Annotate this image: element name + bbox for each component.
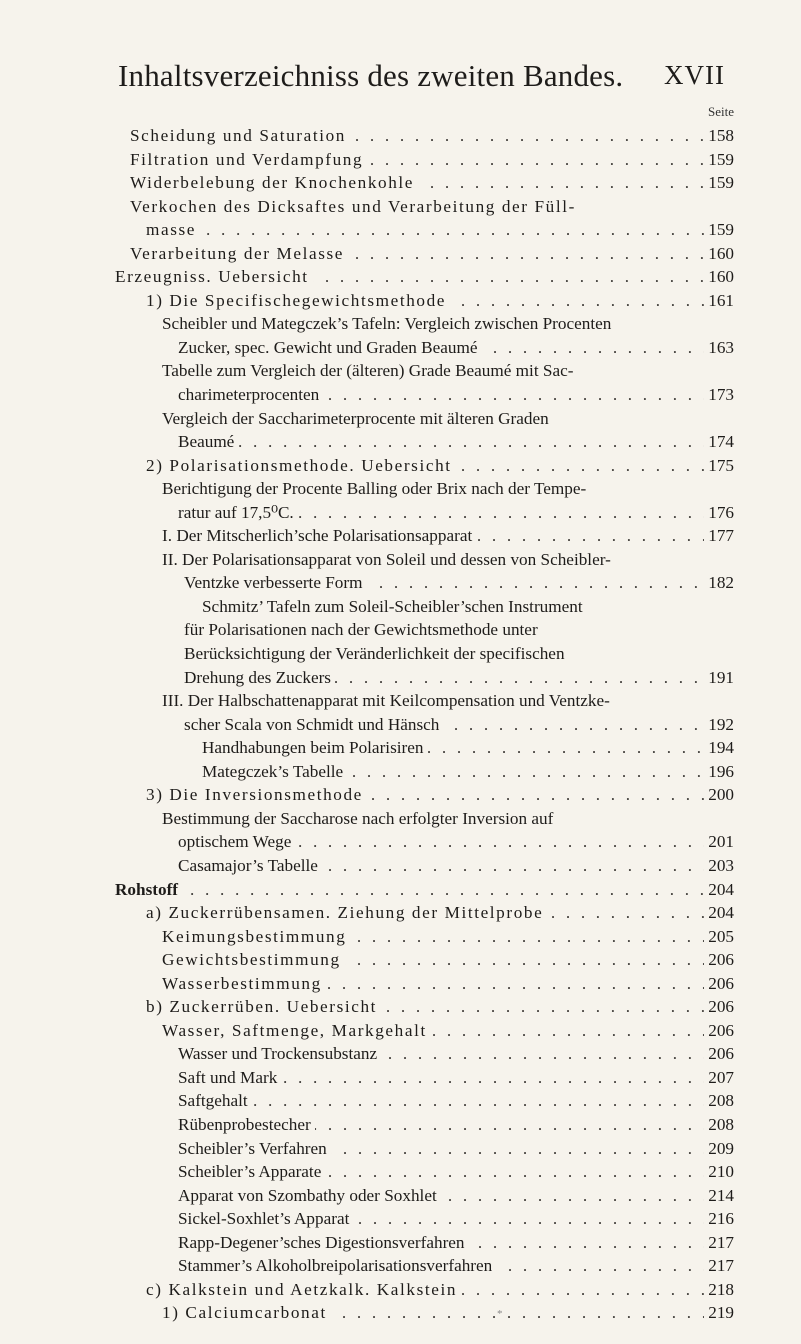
toc-entry (0, 972, 801, 996)
toc-entry-title: Schmitz’ Tafeln zum Soleil-Scheibler’schen Instrument (202, 597, 587, 616)
toc-entry-title: Sickel-Soxhlet’s Apparat (178, 1209, 353, 1228)
toc-entry-title: Erzeugniss. Uebersicht (115, 267, 313, 286)
toc-entry (0, 1066, 801, 1090)
toc-entry-title: Ventzke verbesserte Form (184, 573, 367, 592)
toc-entry (0, 713, 801, 737)
footer-mark: * (497, 1308, 503, 1320)
toc-entry-page: 206 (704, 1019, 734, 1043)
toc-entry (0, 289, 801, 313)
toc-entry-page: 174 (704, 430, 734, 454)
toc-entry-title: Wasser und Trockensubstanz (178, 1044, 381, 1063)
toc-entry (0, 995, 801, 1019)
toc-entry (0, 948, 801, 972)
toc-entry-title: Stammer’s Alkoholbreipolarisationsverfahren (178, 1256, 496, 1275)
toc-entry-title: masse (146, 220, 200, 239)
toc-entry-title: Scheidung und Saturation (130, 126, 350, 145)
toc-entry-title: Apparat von Szombathy oder Soxhlet (178, 1186, 441, 1205)
toc-entry-page: 210 (704, 1160, 734, 1184)
toc-entry-title: c) Kalkstein und Aetzkalk. Kalkstein (146, 1280, 461, 1299)
toc-entry-title: Drehung des Zuckers (184, 668, 335, 687)
toc-entry-page: 208 (704, 1089, 734, 1113)
toc-entry (0, 783, 801, 807)
toc-entry-title: Wasser, Saftmenge, Markgehalt (162, 1021, 431, 1040)
toc-entry-page: 196 (704, 760, 734, 784)
dot-leader (146, 218, 734, 242)
table-of-contents (0, 124, 801, 1325)
toc-entry-page: 160 (704, 265, 734, 289)
toc-entry-title: Berücksichtigung der Veränderlichkeit der specifischen (184, 644, 569, 663)
toc-entry (0, 195, 801, 219)
toc-entry (0, 454, 801, 478)
toc-entry (0, 242, 801, 266)
toc-entry (0, 760, 801, 784)
toc-entry-title: Saftgehalt (178, 1091, 252, 1110)
toc-entry-page: 163 (704, 336, 734, 360)
toc-entry (0, 1301, 801, 1325)
toc-entry-page: 207 (704, 1066, 734, 1090)
toc-entry-title: Gewichtsbestimmung (162, 950, 345, 969)
toc-entry-page: 192 (704, 713, 734, 737)
toc-entry (0, 1254, 801, 1278)
toc-entry-page: 218 (704, 1278, 734, 1302)
toc-entry-title: Casamajor’s Tabelle (178, 856, 322, 875)
toc-entry-title: charimeterprocenten (178, 385, 323, 404)
toc-entry-page: 175 (704, 454, 734, 478)
toc-entry-title: Mategczek’s Tabelle (202, 762, 347, 781)
dot-leader (115, 878, 734, 902)
toc-entry (0, 312, 801, 336)
toc-entry-title: Rohstoff (115, 880, 182, 899)
toc-entry-title: 1) Calciumcarbonat (162, 1303, 331, 1322)
toc-entry-title: Verarbeitung der Melasse (130, 244, 348, 263)
toc-entry-title: Beaumé (178, 432, 238, 451)
toc-entry-title: Tabelle zum Vergleich der (älteren) Grade Beaumé mit Sac- (162, 361, 577, 380)
toc-entry-page: 200 (704, 783, 734, 807)
toc-entry-title: Keimungsbestimmung (162, 927, 350, 946)
toc-entry-page: 203 (704, 854, 734, 878)
page-number: XVII (664, 60, 725, 90)
toc-entry (0, 501, 801, 525)
toc-entry-title: Berichtigung der Procente Balling oder Brix nach der Tempe- (162, 479, 590, 498)
toc-entry (0, 1231, 801, 1255)
toc-entry (0, 689, 801, 713)
toc-entry-title: Rübenprobestecher (178, 1115, 315, 1134)
toc-entry-page: 204 (704, 878, 734, 902)
toc-entry-title: Scheibler’s Apparate (178, 1162, 325, 1181)
toc-entry-title: I. Der Mitscherlich’sche Polarisationsapparat (162, 526, 476, 545)
toc-entry (0, 1278, 801, 1302)
toc-entry (0, 336, 801, 360)
toc-entry-title: ratur auf 17,5⁰C. (178, 503, 298, 522)
toc-entry-title: Zucker, spec. Gewicht und Graden Beaumé (178, 338, 482, 357)
page-header (0, 58, 801, 98)
toc-entry-page: 217 (704, 1231, 734, 1255)
toc-entry (0, 124, 801, 148)
toc-entry (0, 430, 801, 454)
toc-entry (0, 1207, 801, 1231)
toc-entry-page: 206 (704, 995, 734, 1019)
toc-entry (0, 666, 801, 690)
toc-entry-title: 2) Polarisationsmethode. Uebersicht (146, 456, 456, 475)
toc-entry (0, 1113, 801, 1137)
toc-entry-title: Widerbelebung der Knochenkohle (130, 173, 418, 192)
toc-entry-page: 209 (704, 1137, 734, 1161)
toc-entry-title: Verkochen des Dicksaftes und Verarbeitung der Füll- (130, 197, 580, 216)
toc-entry (0, 359, 801, 383)
toc-entry (0, 1160, 801, 1184)
toc-entry-page: 176 (704, 501, 734, 525)
header-title: Inhaltsverzeichniss des zweiten Bandes. (118, 58, 624, 93)
toc-entry-page: 205 (704, 925, 734, 949)
toc-entry-title: Saft und Mark (178, 1068, 281, 1087)
toc-entry (0, 854, 801, 878)
toc-entry (0, 642, 801, 666)
toc-entry-page: 182 (704, 571, 734, 595)
toc-entry-title: III. Der Halbschattenapparat mit Keilcompensation und Ventzke- (162, 691, 614, 710)
dot-leader (178, 1089, 734, 1113)
toc-entry-page: 161 (704, 289, 734, 313)
toc-entry (0, 477, 801, 501)
toc-entry (0, 1184, 801, 1208)
toc-entry-title: 1) Die Specifischegewichtsmethode (146, 291, 450, 310)
toc-entry-page: 194 (704, 736, 734, 760)
toc-entry-title: Scheibler’s Verfahren (178, 1139, 331, 1158)
toc-entry (0, 1042, 801, 1066)
toc-entry-title: für Polarisationen nach der Gewichtsmethode unter (184, 620, 542, 639)
toc-entry (0, 148, 801, 172)
toc-entry-title: Wasserbestimmung (162, 974, 326, 993)
toc-entry (0, 736, 801, 760)
toc-entry-page: 206 (704, 948, 734, 972)
toc-entry-page: 217 (704, 1254, 734, 1278)
toc-entry-page: 191 (704, 666, 734, 690)
toc-entry (0, 571, 801, 595)
toc-entry (0, 618, 801, 642)
toc-entry (0, 1089, 801, 1113)
toc-entry (0, 830, 801, 854)
toc-entry (0, 901, 801, 925)
toc-entry (0, 925, 801, 949)
toc-entry-page: 208 (704, 1113, 734, 1137)
toc-entry-page: 206 (704, 1042, 734, 1066)
toc-entry (0, 807, 801, 831)
toc-entry-page: 159 (704, 148, 734, 172)
toc-entry-title: a) Zuckerrübensamen. Ziehung der Mittelprobe (146, 903, 547, 922)
toc-entry-title: Filtration und Verdampfung (130, 150, 367, 169)
toc-entry-page: 159 (704, 218, 734, 242)
toc-entry-title: Bestimmung der Saccharose nach erfolgter Inversion auf (162, 809, 557, 828)
toc-entry-title: 3) Die Inversionsmethode (146, 785, 367, 804)
toc-entry-page: 206 (704, 972, 734, 996)
toc-entry-page: 219 (704, 1301, 734, 1325)
toc-entry-page: 216 (704, 1207, 734, 1231)
toc-entry-title: Handhabungen beim Polarisiren (202, 738, 427, 757)
toc-entry-title: b) Zuckerrüben. Uebersicht (146, 997, 381, 1016)
toc-entry (0, 218, 801, 242)
toc-entry-title: II. Der Polarisationsapparat von Soleil und dessen von Scheibler- (162, 550, 615, 569)
toc-entry-page: 201 (704, 830, 734, 854)
toc-entry-page: 159 (704, 171, 734, 195)
toc-entry (0, 524, 801, 548)
toc-entry-page: 177 (704, 524, 734, 548)
toc-entry (0, 265, 801, 289)
page-column-label: Seite (708, 104, 734, 119)
toc-entry (0, 1019, 801, 1043)
toc-entry-title: Scheibler und Mategczek’s Tafeln: Vergleich zwischen Procenten (162, 314, 615, 333)
toc-entry (0, 878, 801, 902)
toc-entry-page: 204 (704, 901, 734, 925)
toc-entry (0, 548, 801, 572)
toc-entry-page: 214 (704, 1184, 734, 1208)
toc-entry-title: Rapp-Degener’sches Digestionsverfahren (178, 1233, 469, 1252)
dot-leader (178, 430, 734, 454)
toc-entry (0, 383, 801, 407)
toc-entry-page: 160 (704, 242, 734, 266)
toc-entry-title: scher Scala von Schmidt und Hänsch (184, 715, 443, 734)
toc-entry (0, 407, 801, 431)
toc-entry-page: 158 (704, 124, 734, 148)
toc-entry-title: optischem Wege (178, 832, 295, 851)
toc-entry-page: 173 (704, 383, 734, 407)
toc-entry-title: Vergleich der Saccharimeterprocente mit älteren Graden (162, 409, 553, 428)
toc-entry (0, 595, 801, 619)
toc-entry (0, 171, 801, 195)
toc-entry (0, 1137, 801, 1161)
